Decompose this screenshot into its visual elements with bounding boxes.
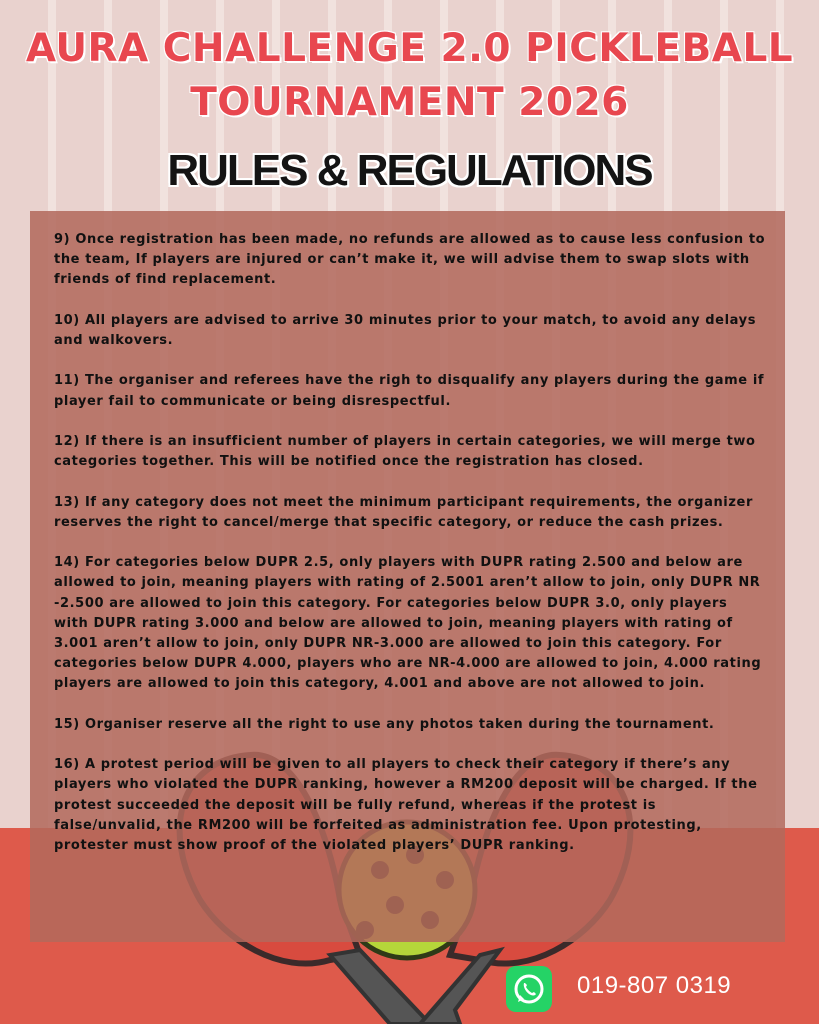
rule-item: 15) Organiser reserve all the right to use any photos taken during the tournament. xyxy=(54,716,715,732)
rule-item: 9) Once registration has been made, no refunds are allowed as to cause less confusion to the team, If players are injured or can’t make it, we will advise them to swap slots with friends of find replacement. xyxy=(54,232,766,288)
contact-phone-number[interactable]: 019-807 0319 xyxy=(577,972,732,999)
rule-item: 13) If any category does not meet the minimum participant requirements, the organizer reserves the right to cancel/merge that specific category, or reduce the cash prizes. xyxy=(54,494,753,530)
tournament-title-line2: TOURNAMENT 2026 xyxy=(190,80,629,125)
rules-list xyxy=(54,230,766,876)
rule-item: 16) A protest period will be given to all players to check their category if there’s any players who violated the DUPR ranking, however a RM200 deposit will be charged. If the protest succeeded the deposit will be fully refund, whereas if the protest is false/unvalid, the RM200 will be forfeited as administration fee. Upon protesting, protester must show proof of the violated players’ DUPR ranking. xyxy=(54,757,758,853)
whatsapp-icon[interactable] xyxy=(506,966,552,1012)
rule-item: 12) If there is an insufficient number of players in certain categories, we will merge two categories together. This will be notified once the registration has closed. xyxy=(54,433,756,470)
rule-item: 10) All players are advised to arrive 30 minutes prior to your match, to avoid any delays and walkovers. xyxy=(54,312,757,348)
tournament-title-line1: AURA CHALLENGE 2.0 PICKLEBALL xyxy=(25,26,794,71)
rules-heading: RULES & REGULATIONS xyxy=(167,146,652,195)
rule-item: 14) For categories below DUPR 2.5, only players with DUPR rating 2.500 and below are allowed to join, meaning players with rating of 2.5001 aren’t allow to join, only DUPR NR -2.500 are allowed to join this category. For categories below DUPR 3.0, only players with DUPR rating 3.000 and below are allowed to join, meaning players with rating of 3.001 aren’t allow to join, only DUPR NR-3.000 are allowed to join this category. For categories below DUPR 4.000, players who are NR-4.000 are allowed to join, 4.000 rating players are allowed to join this category, 4.001 and above are not allowed to join. xyxy=(54,555,762,692)
rule-item: 11) The organiser and referees have the righ to disqualify any players during the game if player fail to communicate or being disrespectful. xyxy=(54,373,765,409)
